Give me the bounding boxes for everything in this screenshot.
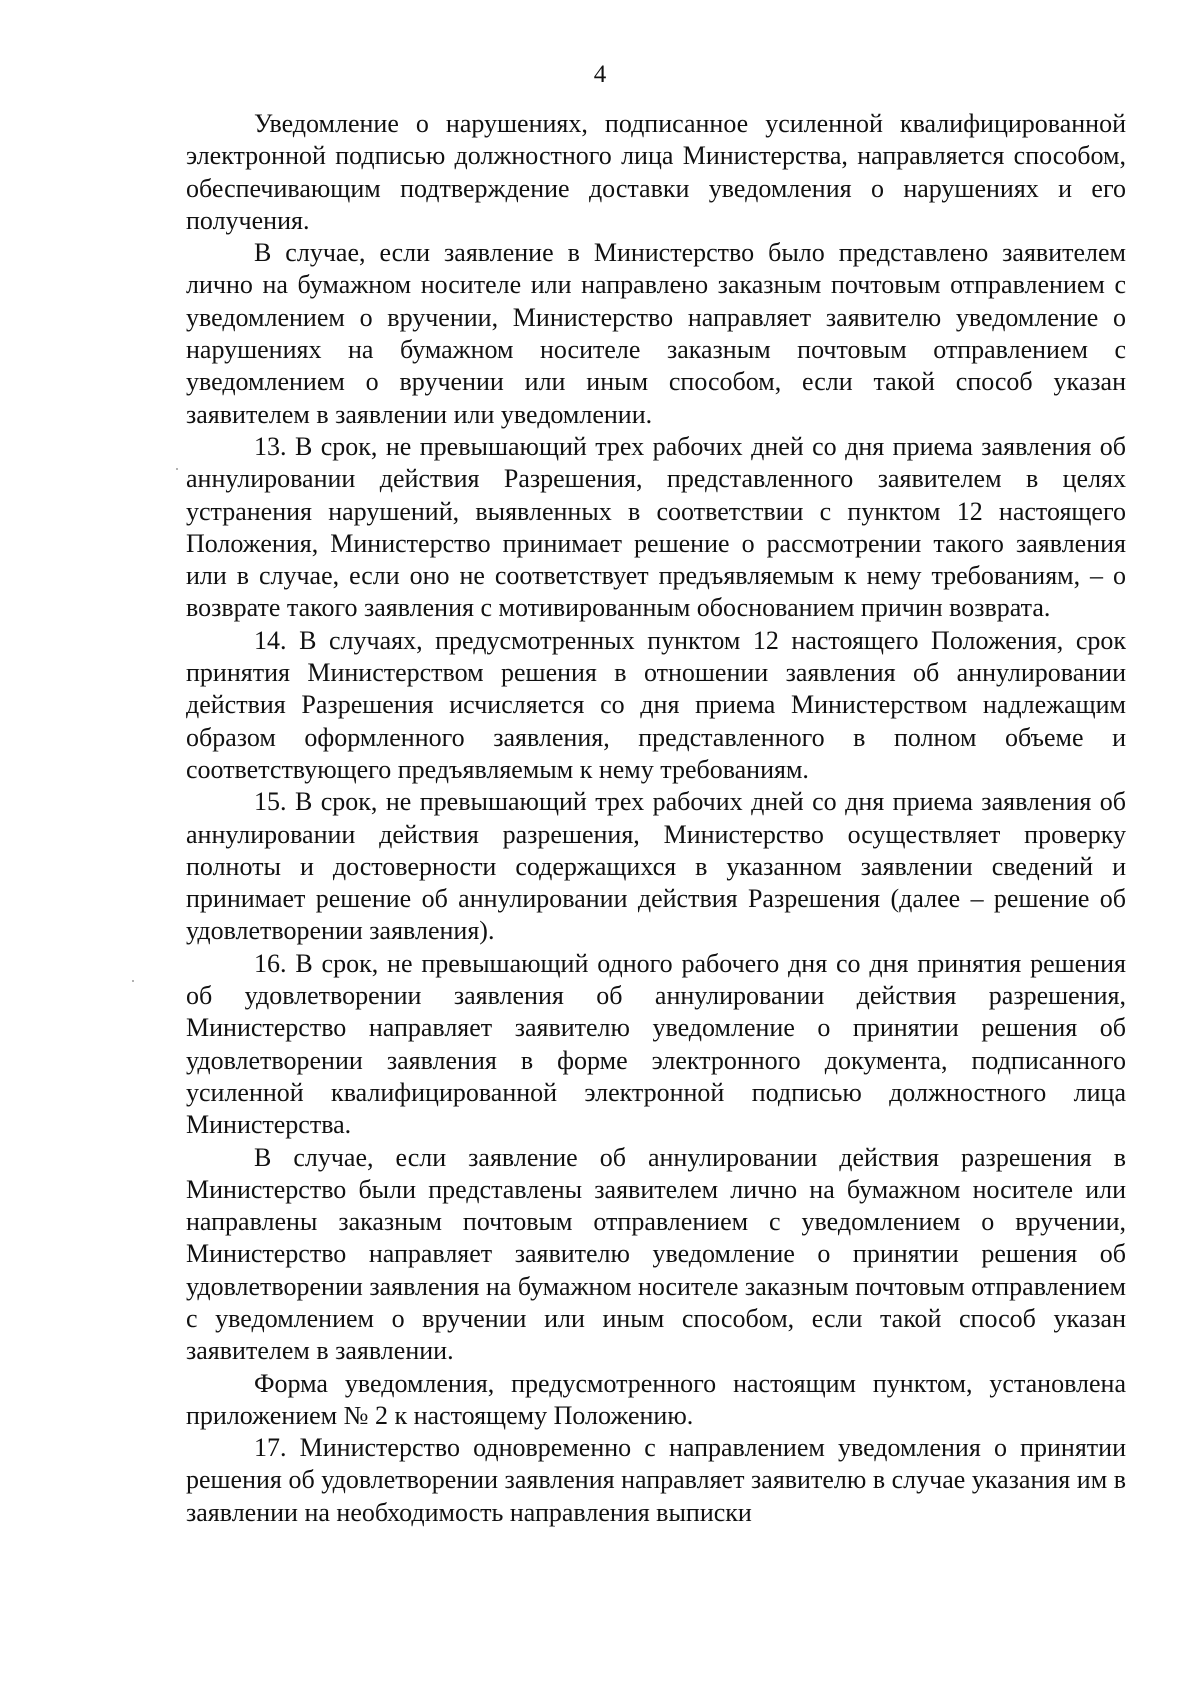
page-number: 4 — [593, 61, 607, 88]
paragraph-item-14: 14. В случаях, предусмотренных пунктом 12 настоящего Положения, срок принятия Министерством решения в отношении заявления об аннулировании действия Разрешения исчисляется со дня приема Министерством надлежащим образом оформленного заявления, представленного в полном объеме и соответствующего предъявляемым к нему требованиям. — [186, 625, 1126, 784]
scan-speck — [176, 468, 178, 470]
paragraph-item-15: 15. В срок, не превышающий трех рабочих дней со дня приема заявления об аннулировании действия разрешения, Министерство осуществляет проверку полноты и достоверности содержащихся в указанном заявлении сведений и принимает решение об аннулировании действия Разрешения (далее – решение об удовлетворении заявления). — [186, 787, 1126, 946]
paragraph-notice-form: Форма уведомления, предусмотренного настоящим пунктом, установлена приложением № 2 к настоящему Положению. — [186, 1368, 1126, 1430]
paragraph-item-17: 17. Министерство одновременно с направлением уведомления о принятии решения об удовлетворении заявления направляет заявителю в случае указания им в заявлении на необходимость направления выписки — [186, 1433, 1126, 1527]
paragraph-item-16: 16. В срок, не превышающий одного рабочего дня со дня принятия решения об удовлетворении заявления об аннулировании действия разрешения, Министерство направляет заявителю уведомление о принятии решения об удовлетворении заявления в форме электронного документа, подписанного усиленной квалифицированной электронной подписью должностного лица Министерства. — [186, 948, 1126, 1140]
paragraph-paper-notice: В случае, если заявление в Министерство было представлено заявителем лично на бумажном носителе или направлено заказным почтовым отправлением с уведомлением о вручении, Министерство направляет заявителю уведомление о нарушениях на бумажном носителе заказным почтовым отправлением с уведомлением о вручении или иным способом, если такой способ указан заявителем в заявлении или уведомлении. — [186, 238, 1126, 429]
paragraph-notice-signature: Уведомление о нарушениях, подписанное усиленной квалифицированной электронной подписью должностного лица Министерства, направляется способом, обеспечивающим подтверждение доставки уведомления о нарушениях и его получения. — [186, 109, 1126, 235]
scan-speck — [132, 980, 134, 982]
document-body — [186, 108, 1126, 1529]
paragraph-item-16-paper: В случае, если заявление об аннулировании действия разрешения в Министерство были представлены заявителем лично на бумажном носителе или направлены заказным почтовым отправлением с уведомлением о вручении, Министерство направляет заявителю уведомление о принятии решения об удовлетворении заявления на бумажном носителе заказным почтовым отправлением с уведомлением о вручении или иным способом, если такой способ указан заявителем в заявлении. — [186, 1142, 1126, 1366]
paragraph-item-13: 13. В срок, не превышающий трех рабочих дней со дня приема заявления об аннулировании действия Разрешения, представленного заявителем в целях устранения нарушений, выявленных в соответствии с пунктом 12 настоящего Положения, Министерство принимает решение о рассмотрении такого заявления или в случае, если оно не соответствует предъявляемым к нему требованиям, – о возврате такого заявления с мотивированным обоснованием причин возврата. — [186, 431, 1126, 623]
